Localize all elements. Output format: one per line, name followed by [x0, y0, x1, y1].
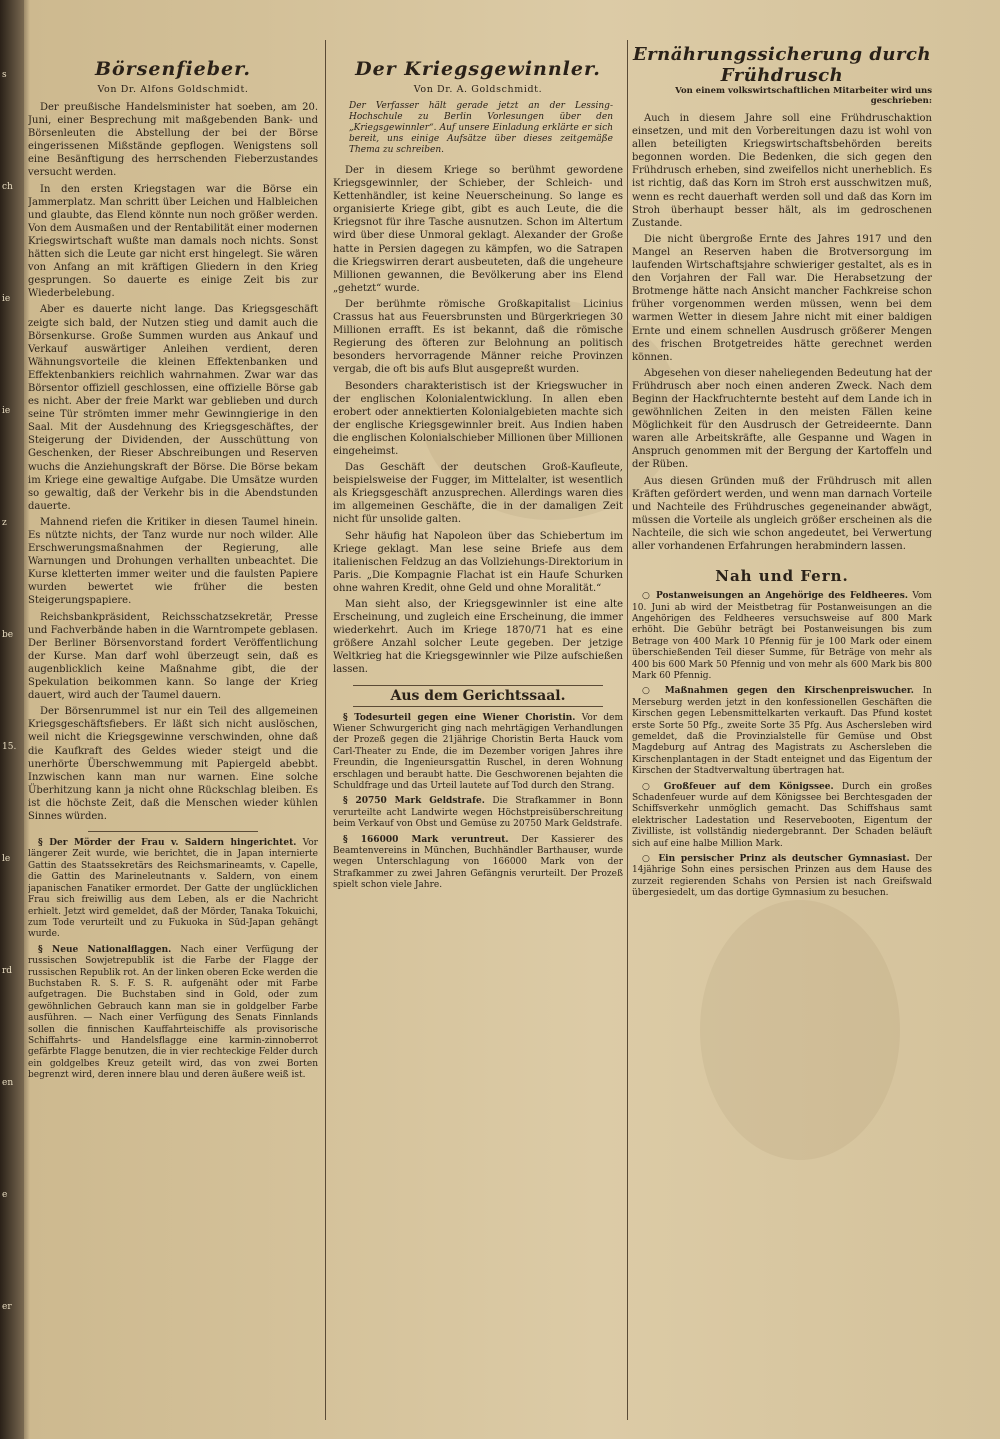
- paragraph: Das Geschäft der deutschen Groß-Kaufleute, beispielsweise der Fugger, im Mittelalter, ist wesentlich als Kriegsgeschäft anzusprechen. Allerdings waren dies im allgemeinen Geschäfte, die in der damaligen Zeit nicht für unsolide galten.: [333, 462, 623, 526]
- news-item-text: Vor dem Wiener Schwurgericht ging nach mehrtägigen Verhandlungen der Prozeß gegen die 21jährige Choristin Berta Hauck vom Carl-Theater zu Ende, die im Dezember vorigen Jahres ihre Freundin, die Ingenieursgattin Ruschel, in deren Wohnung erschlagen und beraubt hatte. Die Geschworenen bejahten die Schuldfrage und das Urteil lautete auf Tod durch den Strang.: [333, 712, 623, 791]
- paragraph: Man sieht also, der Kriegsgewinnler ist eine alte Erscheinung, und zugleich eine Erscheinung, die immer wiederkehrt. Auch im Kriege 1870/71 hat es eine größere Anzahl solcher Leute gegeben. Der jetzige Weltkrieg hat die Kriegsgewinnler wie Pilze aufschießen lassen.: [333, 599, 623, 676]
- news-item-head: ○ Postanweisungen an Angehörige des Feldheeres.: [642, 591, 908, 602]
- news-item-head: § 166000 Mark veruntreut.: [343, 834, 509, 845]
- paragraph: Abgesehen von dieser naheliegenden Bedeutung hat der Frühdrusch aber noch einen anderen Zweck. Nach dem Beginn der Hackfruchternte besteht auf dem Lande ich in gewöhnlichen Zeiten in den meisten Fällen keine Möglichkeit für den Ausdrusch der Getreideernte. Dann waren alle Arbeitskräfte, alle Gespanne und Wagen in Anspruch genommen mit der Bergung der Kartoffeln und der Rüben.: [632, 367, 932, 471]
- paragraph: Aber es dauerte nicht lange. Das Kriegsgeschäft zeigte sich bald, der Nutzen stieg und damit auch die Börsenkurse. Große Summen wurden aus Ankauf und Verkauf auswärtiger Anleihen verdient, deren Wähnungsvorteile die kleinen Effektenbanken und Effektenbankiers reichlich wahrnahmen. Zwar war das Börsentor offiziell geschlossen, eine offizielle Börse gab es nicht. Aber der freie Markt war geblieben und durch seine Tür strömten immer mehr Gewinngierige in den Saal. Mit der Ausdehnung des Kriegsgeschäftes, der Steigerung der Dividenden, der Ausschüttung von Geschenken, der Rieser Abschreibungen und Reserven wuchs die Anziehungskraft der Börse. Die Börse bekam im Kriege eine gewaltige Aufgabe. Die Umsätze wurden so gewaltig, daß der Verkehr bis in die Abendstunden dauerte.: [28, 304, 318, 512]
- news-item-text: Vor längerer Zeit wurde, wie berichtet, die in Japan internierte Gattin des Staatssekretärs des Reichsmarineamts, v. Capelle, die Gattin des Marineleutnants v. Saldern, von einem japanischen Fanatiker ermordet. Der Gatte der unglücklichen Frau sich freiwillig aus dem Leben, als er die Nachricht erhielt. Jetzt wird gemeldet, daß der Mörder, Tanaka Tokuichi, zum Tode verurteilt und zu Fukuoka in Süd-Japan gehängt wurde.: [28, 838, 318, 940]
- article-intro: Der Verfasser hält gerade jetzt an der Lessing-Hochschule zu Berlin Vorlesungen über den „Kriegsgewinnler“. Auf unsere Einladung erklärte er sich bereit, uns einige Aufsätze über dieses zeitgemäße Thema zu schreiben.: [349, 101, 613, 155]
- news-item: [632, 591, 932, 682]
- binding-gutter: [0, 0, 24, 1439]
- paragraph: Die nicht übergroße Ernte des Jahres 1917 und den Mangel an Reserven haben die Brotversorgung im laufenden Wirtschaftsjahre schwieriger gestaltet, als es in den Vorjahren der Fall war. Die Herabsetzung der Brotmenge hätte nach Ansicht mancher Fachkreise schon früher vorgenommen werden müssen, wenn bei dem warmen Wetter in diesem Jahre nicht mit einer baldigen Ernte und einem schnellen Ausdrusch größerer Mengen des frischen Brotgetreides hätte gerechnet werden können.: [632, 233, 932, 363]
- news-item-head: § Der Mörder der Frau v. Saldern hingerichtet.: [38, 838, 297, 849]
- news-item-head: § Todesurteil gegen eine Wiener Choristin.: [343, 712, 576, 723]
- paragraph: Der berühmte römische Großkapitalist Licinius Crassus hat aus Feuersbrunsten und Bürgerkriegen 30 Millionen errafft. Es ist bekannt, daß die römische Regierung des öfteren zur Belohnung an politisch besonders hervorragende Männer reiche Provinzen vergab, die oft bis aufs Blut ausgepreßt wurden.: [333, 298, 623, 376]
- paragraph: Auch in diesem Jahre soll eine Frühdruschaktion einsetzen, und mit den Vorbereitungen dazu ist wohl von allen beteiligten Kriegswirtschaftsbehörden bereits begonnen worden. Die Bedenken, die sich gegen den Frühdrusch erheben, sind zweifellos nicht unerheblich. Es ist richtig, daß das Korn im Stroh erst ausschwitzen muß, wenn es recht dauerhaft werden soll und daß das Korn im Stroh überhaupt besser hält, als im gedroschenen Zustande.: [632, 113, 932, 229]
- news-item-text: Vom 10. Juni ab wird der Meistbetrag für Postanweisungen an die Angehörigen des Feldheeres versuchsweise auf 800 Mark erhöht. Die Gebühr beträgt bei Postanweisungen bis zum Betrage von 400 Mark 10 Pfennig für je 100 Mark oder einem überschießenden Teil dieser Summe, für Beträge von mehr als 400 bis 600 Mark 50 Pfennig und von mehr als 600 Mark bis 800 Mark 60 Pfennig.: [632, 591, 932, 681]
- article-subtitle: Von einem volkswirtschaftlichen Mitarbeiter wird uns geschrieben:: [675, 86, 932, 106]
- margin-fragment: ch: [2, 182, 13, 192]
- article-byline: Von Dr. A. Goldschmidt.: [413, 84, 543, 95]
- news-item-head: ○ Maßnahmen gegen den Kirschenpreiswucher.: [642, 686, 914, 697]
- news-item: [28, 945, 318, 1082]
- column-fruehdrusch: [632, 40, 932, 904]
- margin-fragment: rd: [2, 966, 13, 976]
- news-item-text: In Merseburg werden jetzt in den konfessionellen Geschäften die Kirschen gegen Lebensmittelkarten verkauft. Das Pfund kostet erste Sorte 50 Pfg., zweite Sorte 35 Pfg. Aus Aschersleben wird gemeldet, daß die Provinzialstelle für Gemüse und Obst Magdeburg auf Antrag des Magistrats zu Aschersleben die Kirschenplantagen in der Stadt enteignet und das Eigentum der Kirschen der Stadtverwaltung übertragen hat.: [632, 686, 932, 777]
- paper-stain: [700, 900, 900, 1160]
- margin-fragment: er: [2, 1302, 12, 1312]
- news-item-text: Die Strafkammer in Bonn verurteilte acht Landwirte wegen Höchstpreisüberschreitung beim Verkauf von Obst und Gemüse zu 20750 Mark Geldstrafe.: [333, 796, 623, 830]
- margin-fragment: ie: [2, 294, 11, 304]
- news-item-head: ○ Großfeuer auf dem Königssee.: [642, 781, 834, 792]
- article-title: Ernährungssicherung durch Frühdrusch: [632, 44, 932, 86]
- paragraph: Aus diesen Gründen muß der Frühdrusch mit allen Kräften gefördert werden, und wenn man darnach Vorteile und Nachteile des Frühdrusches gegeneinander abwägt, müssen die Vorteile als ungleich größer erscheinen als die Nachteile, die sich wie schon angedeutet, bei Verwertung aller vorhandenen Erfahrungen herabmindern lassen.: [632, 475, 932, 552]
- section-heading: Aus dem Gerichtssaal.: [353, 685, 603, 707]
- news-item-head: § Neue Nationalflaggen.: [38, 944, 172, 955]
- news-item-text: Der Kassierer des Beamtenvereins in München, Buchhändler Barthauser, wurde wegen Unterschlagung von 166000 Mark von der Strafkammer zu zwei Jahren Gefängnis verurteilt. Der Prozeß spielt schon viele Jahre.: [333, 834, 623, 891]
- column-rule: [325, 40, 326, 1420]
- divider: [88, 831, 258, 832]
- paragraph: Besonders charakteristisch ist der Kriegswucher in der englischen Kolonialentwicklung. In allen eben erobert oder annektierten Kolonialgebieten machte sich der englische Kriegsgewinnler breit. Aus Indien haben die englischen Kolonialschieber Millionen über Millionen eingeheimst.: [333, 380, 623, 457]
- column-rule: [627, 40, 628, 1420]
- margin-fragment: be: [2, 630, 14, 640]
- margin-fragment: en: [2, 1078, 14, 1088]
- margin-fragment: s: [2, 70, 7, 80]
- margin-fragment: ie: [2, 406, 11, 416]
- margin-fragment: z: [2, 518, 7, 528]
- paragraph: Der preußische Handelsminister hat soeben, am 20. Juni, einer Besprechung mit maßgebenden Bank- und Börsenleuten die Abstellung der bei der Börse eingerissenen Mißstände gepflogen. Wenigstens soll eine Besänftigung des herrschenden Fieberzustandes versucht werden.: [28, 102, 318, 179]
- news-item: [632, 686, 932, 777]
- column-boersenfieber: [28, 40, 318, 1086]
- news-item: [632, 854, 932, 900]
- paragraph: Der in diesem Kriege so berühmt gewordene Kriegsgewinnler, der Schieber, der Schleich- und Kettenhändler, ist keine Neuerscheinung. So lange es organisierte Kriege gibt, gibt es auch Leute, die die Kriegsnot für ihre Tasche ausnutzen. Schon im Altertum wird über diese Unmoral geklagt. Alexander der Große hatte in Persien dagegen zu kämpfen, wo die Satrapen die Kriegswirren derart ausbeuteten, daß die ungeheure Millionen gewannen, die Bevölkerung aber ins Elend „gehetzt“ wurde.: [333, 165, 623, 294]
- section-heading: Nah und Fern.: [715, 567, 849, 586]
- article-title: Börsenfieber.: [94, 58, 252, 80]
- news-item-text: Durch ein großes Schadenfeuer wurde auf dem Königssee bei Berchtesgaden der Schiffsverkehr unmöglich gemacht. Das Schiffshaus samt elektrischer Ladestation und Reservebooten, Eigentum der Zivilliste, ist vollständig niedergebrannt. Der Schaden beläuft sich auf eine halbe Million Mark.: [632, 781, 932, 849]
- news-item-head: § 20750 Mark Geldstrafe.: [343, 796, 485, 807]
- article-title: Der Kriegsgewinnler.: [355, 58, 601, 80]
- margin-fragment: le: [2, 854, 11, 864]
- news-item: [333, 835, 623, 892]
- margin-fragment: e: [2, 1190, 8, 1200]
- news-item: [28, 838, 318, 941]
- news-item: [632, 782, 932, 850]
- paragraph: Reichsbankpräsident, Reichsschatzsekretär, Presse und Fachverbände haben in die Warntrompete geblasen. Der Berliner Börsenvorstand fordert Veröffentlichung der Kurse. Man darf wohl überzeugt sein, daß es augenblicklich keine Maßnahme gibt, die der Spekulation beikommen kann. So lange der Krieg dauert, wird auch der Taumel dauern.: [28, 611, 318, 702]
- paragraph: Sehr häufig hat Napoleon über das Schiebertum im Kriege geklagt. Man lese seine Briefe aus dem italienischen Feldzug an das Vollziehungs-Direktorium in Paris. „Die Kompagnie Flachat ist ein Haufe Schurken ohne wahren Kredit, ohne Geld und ohne Moralität.“: [333, 530, 623, 594]
- news-item: [333, 796, 623, 830]
- news-item-text: Der 14jährige Sohn eines persischen Prinzen aus dem Hause des zurzeit regierenden Schahs von Persien ist nach Greifswald übergesiedelt, um das dortige Gymnasium zu besuchen.: [632, 854, 932, 899]
- paragraph: In den ersten Kriegstagen war die Börse ein Jammerplatz. Man schritt über Leichen und Halbleichen und glaubte, das Elend könnte nun noch größer werden. Von dem Ausmaßen und der Rentabilität einer modernen Kriegswirtschaft wußte man damals noch nichts. Sonst hätten sich die Leute gar nicht erst hingelegt. Sie wären von Anfang an mit kräftigen Gliedern in den Krieg gesprungen. So dauerte es einige Zeit bis zur Wiederbelebung.: [28, 183, 318, 300]
- news-item-head: ○ Ein persischer Prinz als deutscher Gymnasiast.: [642, 854, 910, 865]
- paragraph: Mahnend riefen die Kritiker in diesen Taumel hinein. Es nützte nichts, der Tanz wurde nur noch wilder. Alle Erschwerungsmaßnahmen der Regierung, alle Warnungen und Drohungen verhallten unbeachtet. Die Kurse kletterten immer weiter und die faulsten Papiere wurden bewertet wie früher die besten Steigerungspapiere.: [28, 516, 318, 607]
- article-byline: Von Dr. Alfons Goldschmidt.: [97, 84, 249, 95]
- paragraph: Der Börsenrummel ist nur ein Teil des allgemeinen Kriegsgeschäftsfiebers. Er läßt sich nicht auslöschen, weil nicht die Kriegsgewinne verschwinden, ohne daß die Kaufkraft des Geldes wieder steigt und die unerhörte Überschwemmung mit Papiergeld abebbt. Inzwischen kann man nur warnen. Eine solche Überhitzung kann ja nicht ohne Rückschlag bleiben. Es ist die höchste Zeit, daß die Menschen wieder kühlen Sinnes würden.: [28, 706, 318, 822]
- column-kriegsgewinnler: [333, 40, 623, 896]
- margin-fragment: 15.: [2, 742, 17, 752]
- news-item: [333, 713, 623, 793]
- news-item-text: Nach einer Verfügung der russischen Sowjetrepublik ist die Farbe der Flagge der russischen Republik rot. An der linken oberen Ecke werden die Buchstaben R. S. F. S. R. aufgenäht oder mit Farbe aufgetragen. Die Buchstaben sind in Gold, oder zum gewöhnlichen Gebrauch kann man sie in goldgelber Farbe ausführen. — Nach einer Verfügung des Senats Finnlands sollen die finnischen Kauffahrteischiffe als provisorische Schiffahrts- und Handelsflagge eine karmin-zinnoberrot gefärbte Flagge benutzen, die in vier rechteckige Felder durch ein goldgelbes Kreuz geteilt wird, das von zwei Borten begrenzt wird, deren innere blau und deren äußere weiß ist.: [28, 944, 318, 1081]
